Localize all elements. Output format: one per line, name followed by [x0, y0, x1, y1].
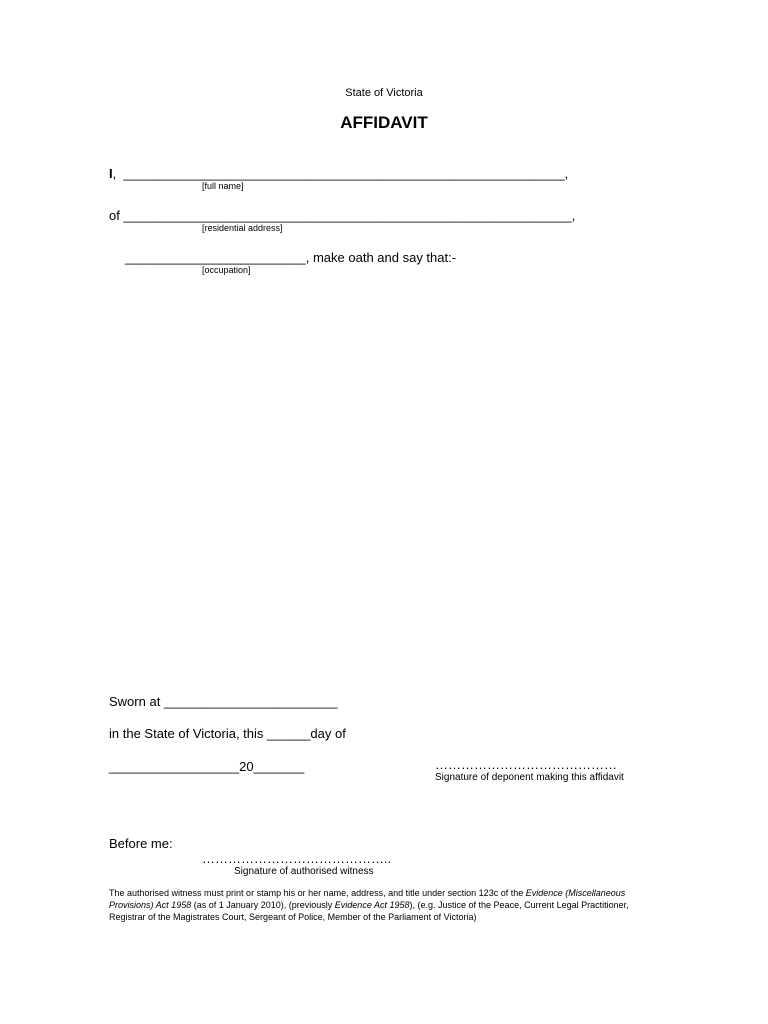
witness-note-act2: Evidence Act 1958: [334, 900, 410, 910]
witness-note-part2: (as of 1 January 2010), (previously: [191, 900, 335, 910]
before-me-label: Before me:: [109, 836, 173, 851]
occupation-line[interactable]: _________________________, make oath and say that:-: [125, 250, 457, 265]
address-prefix: of: [109, 208, 120, 223]
full-name-hint: [full name]: [202, 181, 244, 191]
name-prefix: I: [109, 166, 113, 181]
witness-signature-label: Signature of authorised witness: [234, 866, 374, 877]
address-blank[interactable]: ______________________________________________________________,: [119, 208, 576, 223]
occupation-hint: [occupation]: [202, 265, 251, 275]
witness-note-part1: The authorised witness must print or stamp his or her name, address, and title under section 123c of the: [109, 888, 526, 898]
address-line[interactable]: [109, 208, 575, 223]
full-name-blank[interactable]: , _____________________________________________________________,: [112, 166, 569, 181]
state-heading: State of Victoria: [345, 87, 423, 99]
address-hint: [residential address]: [202, 223, 283, 233]
witness-signature-line[interactable]: ……………………………………..: [202, 851, 392, 866]
witness-note: [109, 887, 657, 923]
state-day-line[interactable]: in the State of Victoria, this ______day of: [109, 726, 346, 741]
witness-note-part3: ), (e.g. Justice of the Peace, Current Legal Practitioner, Registrar of the Magistrates Court, Sergeant of Police, Member of the Parliament of Victoria): [109, 900, 629, 922]
document-title: AFFIDAVIT: [340, 113, 428, 132]
deponent-signature-line[interactable]: ……………………………………: [435, 757, 617, 772]
deponent-signature-label: Signature of deponent making this affidavit: [435, 772, 624, 783]
full-name-line[interactable]: [109, 166, 568, 181]
sworn-at-line[interactable]: Sworn at ________________________: [109, 694, 338, 709]
date-line[interactable]: __________________20_______: [109, 759, 305, 774]
witness-note-act1: Evidence (Miscellaneous Provisions) Act 1958: [109, 888, 626, 910]
